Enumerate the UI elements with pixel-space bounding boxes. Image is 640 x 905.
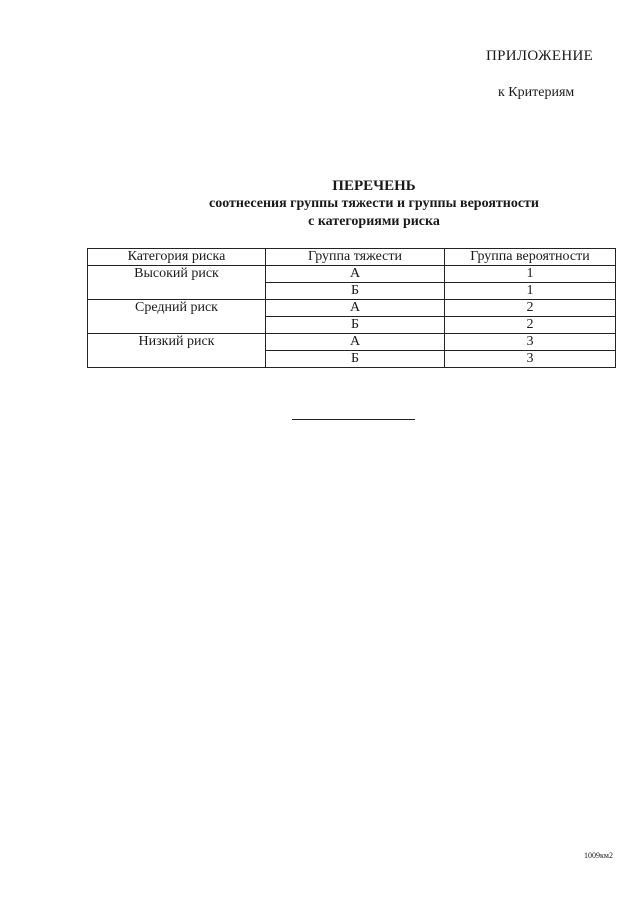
end-divider-line	[292, 419, 415, 420]
document-code: 1009км2	[584, 851, 613, 860]
appendix-title: ПРИЛОЖЕНИЕ	[486, 48, 594, 64]
cell-risk-category: Средний риск	[88, 300, 266, 334]
cell-probability-group: 2	[445, 300, 616, 317]
cell-probability-group: 3	[445, 351, 616, 368]
risk-category-table	[87, 248, 616, 368]
cell-risk-category: Высокий риск	[88, 266, 266, 300]
cell-severity-group: Б	[266, 317, 445, 334]
header-severity-group: Группа тяжести	[266, 249, 445, 266]
cell-severity-group: А	[266, 334, 445, 351]
cell-severity-group: Б	[266, 351, 445, 368]
table-row	[88, 334, 616, 351]
header-probability-group: Группа вероятности	[445, 249, 616, 266]
document-subtitle-line-1: соотнесения группы тяжести и группы вероятности	[208, 196, 540, 211]
cell-probability-group: 2	[445, 317, 616, 334]
cell-severity-group: А	[266, 300, 445, 317]
cell-risk-category: Низкий риск	[88, 334, 266, 368]
cell-severity-group: А	[266, 266, 445, 283]
table-header-row	[88, 249, 616, 266]
cell-severity-group: Б	[266, 283, 445, 300]
document-subtitle-line-2: с категориями риска	[308, 214, 440, 229]
cell-probability-group: 3	[445, 334, 616, 351]
table-row	[88, 300, 616, 317]
table-row	[88, 266, 616, 283]
cell-probability-group: 1	[445, 266, 616, 283]
document-title: ПЕРЕЧЕНЬ	[332, 178, 416, 194]
header-risk-category: Категория риска	[88, 249, 266, 266]
appendix-subtitle: к Критериям	[498, 85, 575, 100]
cell-probability-group: 1	[445, 283, 616, 300]
